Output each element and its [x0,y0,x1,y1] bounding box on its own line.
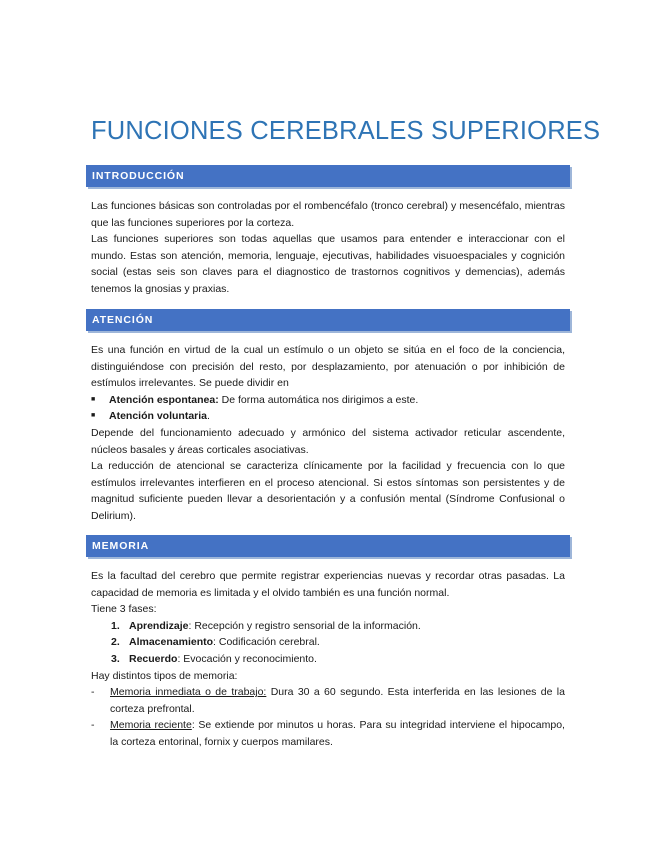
item-text: : Evocación y reconocimiento. [177,652,317,665]
item-term: Aprendizaje [129,619,189,632]
list-item [91,717,565,750]
section-heading-memoria [86,535,570,557]
paragraph: Las funciones básicas son controladas por el rombencéfalo (tronco cerebral) y mesencéfalo, mientras que las funciones superiores por la corteza. [91,200,565,229]
section-heading-label: INTRODUCCIÓN [92,170,185,182]
list-item-term: Memoria reciente [110,719,192,732]
dash-marker: - [91,686,95,699]
bullet-icon: ■ [91,395,96,403]
paragraph: Hay distintos tipos de memoria: [91,669,238,682]
list-item-sep: . [207,410,210,423]
section-heading-atencion [86,309,570,331]
bullet-icon: ■ [91,412,96,420]
item-term: Recuerdo [129,652,178,665]
paragraph: Es una función en virtud de la cual un estímulo o un objeto se sitúa en el foco de la conciencia, distinguiéndose con precisión del resto, por desplazamiento, por atenuación o por inhibición de estímulos irrelevantes. Se puede dividir en [91,344,565,390]
list-item-text: : Se extiende por minutos u horas. Para su integridad interviene el hipocampo, la corteza entorinal, fornix y cuerpos mamilares. [110,719,565,748]
item-number: 3. [111,652,120,665]
list-item-text: Dura 30 a 60 segundo. Esta interferida en las lesiones de la corteza prefrontal. [110,686,565,715]
document-title: FUNCIONES CEREBRALES SUPERIORES [91,117,601,145]
paragraph: Depende del funcionamiento adecuado y armónico del sistema activador reticular ascendente, núcleos basales y áreas corticales asociativas. [91,426,565,456]
list-item-text: De forma automática nos dirigimos a este. [218,393,419,406]
item-number: 1. [111,619,120,632]
memoria-section-body [91,568,565,751]
atencion-section-body [91,342,565,525]
paragraph: La reducción de atencional se caracteriza clínicamente por la facilidad y frecuencia con lo que estímulos irrelevantes interfieren en el proceso atencional. Si estos síntomas son persistentes y de magnitud suficiente pueden llevar a desorientación y a confusión mental (Síndrome Confusional o Delirium). [91,460,565,522]
item-term: Almacenamiento [129,636,214,649]
list-item-term: Atención voluntaria [109,410,208,423]
numbered-item [91,634,565,651]
list-item [91,392,565,409]
list-item-term: Memoria inmediata o de trabajo: [110,686,267,699]
list-item-sep: : [215,393,219,406]
item-number: 2. [111,636,120,649]
intro-section-body [91,198,565,298]
item-text: : Recepción y registro sensorial de la información. [188,619,421,632]
list-item [91,408,565,425]
list-item [91,684,565,717]
section-heading-label: ATENCIÓN [92,314,154,326]
section-heading-introduccion [86,165,570,187]
paragraph: Es la facultad del cerebro que permite registrar experiencias nuevas y recordar otras pasadas. La capacidad de memoria es limitada y el olvido también es una función normal. [91,570,565,599]
item-text: : Codificación cerebral. [213,636,320,649]
paragraph: Las funciones superiores son todas aquellas que usamos para entender e interaccionar con el mundo. Estas son atención, memoria, lenguaje, ejecutivas, habilidades visuoespaciales y cognición social (estas seis son claves para el diagnostico de trastornos cognitivos y demencias), además tenemos la gnosias y praxias. [91,233,565,295]
dash-marker: - [91,719,95,732]
numbered-item [91,618,565,635]
numbered-item [91,651,565,668]
section-heading-label: MEMORIA [92,540,150,552]
paragraph: Tiene 3 fases: [91,603,157,616]
list-item-term: Atención espontanea [109,393,216,406]
